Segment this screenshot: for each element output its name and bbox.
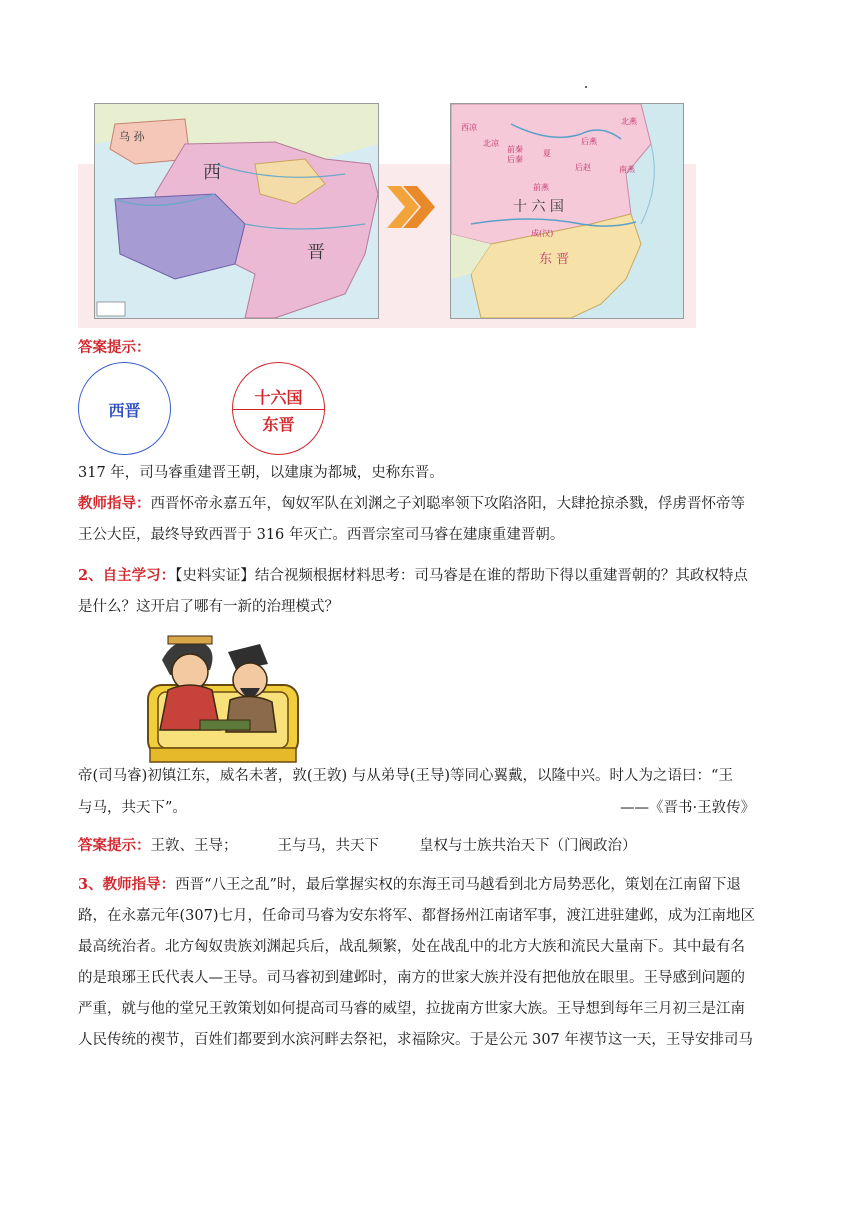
- question-3-text-6: 人民传统的禊节，百姓们都要到水滨河畔去祭祀，求福除灾。于是公元 307 年禊节这一天，王导安排司马: [78, 1032, 753, 1048]
- state-label: 后赵: [575, 163, 591, 172]
- question-3-text-2: 路，在永嘉元年(307)七月，任命司马睿为安东将军、都督扬州江南诸军事，渡江进驻建邺，成为江南地区: [78, 908, 755, 924]
- map-label-xi: 西: [203, 162, 221, 183]
- map-label-jin: 晋: [307, 242, 325, 263]
- state-label: 西凉: [461, 123, 477, 132]
- circle-divider: [233, 409, 324, 410]
- quote-source: ——《晋书·王敦传》: [620, 800, 756, 816]
- question-3-label: 3、教师指导：: [78, 876, 176, 893]
- sixteen-kingdoms-eastern-jin-circle: [232, 362, 325, 455]
- answer-2-label: 答案提示：: [78, 837, 151, 854]
- emperor-and-minister-illustration: [140, 630, 305, 775]
- question-3-text-5: 严重，就与他的堂兄王敦策划如何提高司马睿的威望，拉拢南方世家大族。王导想到每年三月初三是江南: [78, 1001, 745, 1017]
- teacher-guidance-label: 教师指导：: [78, 495, 151, 512]
- state-label: 成(汉): [531, 229, 554, 238]
- state-label: 北凉: [483, 139, 499, 148]
- page-dot: [585, 86, 587, 88]
- map-label-wusun: 乌 孙: [119, 130, 145, 143]
- western-jin-circle: [78, 362, 171, 455]
- map-label-shiliuguo: 十 六 国: [513, 199, 564, 215]
- paragraph-317: 317 年，司马睿重建晋王朝，以建康为都城，史称东晋。: [78, 465, 444, 481]
- answer-hint-label: 答案提示：: [78, 339, 151, 356]
- state-label: 后燕: [581, 137, 597, 146]
- sixteen-kingdoms-label: 十六国: [254, 388, 303, 407]
- state-label: 夏: [543, 149, 551, 158]
- answer-2-part-c: 皇权与士族共治天下（门阀政治）: [419, 838, 637, 854]
- answer-2-part-a: 王敦、王导；: [150, 838, 238, 854]
- quote-line-2: 与马，共天下”。: [78, 800, 187, 816]
- western-jin-circle-label: 西晋: [108, 401, 141, 420]
- teacher-guidance-line-1: [78, 494, 745, 514]
- state-label: 后秦: [507, 155, 523, 164]
- teacher-guidance-text-2: 王公大臣，最终导致西晋于 316 年灭亡。西晋宗室司马睿在建康重建晋朝。: [78, 527, 565, 543]
- answer-2-part-b: 王与马，共天下: [277, 838, 379, 854]
- eastern-jin-label: 东晋: [262, 415, 295, 434]
- question-2-line-1: [78, 566, 748, 586]
- state-label: 南燕: [619, 165, 635, 174]
- quote-line-1: 帝(司马睿)初镇江东，威名未著，敦(王敦) 与从弟导(王导)等同心翼戴，以隆中兴。时人为之语曰：“王: [78, 768, 733, 784]
- state-label: 前燕: [533, 183, 549, 192]
- question-3-line-1: [78, 875, 741, 895]
- question-2-text-2: 是什么？这开启了哪有一新的治理模式？: [78, 599, 339, 615]
- question-2-label: 2、自主学习：: [78, 567, 176, 584]
- teacher-guidance-text-1: 西晋怀帝永嘉五年，匈奴军队在刘渊之子刘聪率领下攻陷洛阳，大肆抢掠杀戮，俘虏晋怀帝等: [150, 496, 745, 512]
- state-label: 北燕: [621, 117, 637, 126]
- map-label-dongjin: 东 晋: [539, 252, 570, 267]
- eastern-jin-map-graphic: [451, 104, 683, 318]
- state-label: 前秦: [507, 145, 523, 154]
- eastern-jin-map: [450, 103, 684, 319]
- question-3-text-1: 西晋“八王之乱”时，最后掌握实权的东海王司马越看到北方局势恶化，策划在江南留下退: [175, 877, 741, 893]
- question-3-text-4: 的是琅琊王氏代表人—王导。司马睿初到建邺时，南方的世家大族并没有把他放在眼里。王导感到问题的: [78, 970, 745, 986]
- question-3-text-3: 最高统治者。北方匈奴贵族刘渊起兵后，战乱频繁，处在战乱中的北方大族和流民大量南下。其中最有名: [78, 939, 745, 955]
- transition-arrows-icon: [387, 186, 437, 228]
- answer-2-line: [78, 836, 637, 856]
- western-jin-map: [94, 103, 379, 319]
- question-2-text-1: 【史料实证】结合视频根据材料思考：司马睿是在谁的帮助下得以重建晋朝的？其政权特点: [175, 568, 748, 584]
